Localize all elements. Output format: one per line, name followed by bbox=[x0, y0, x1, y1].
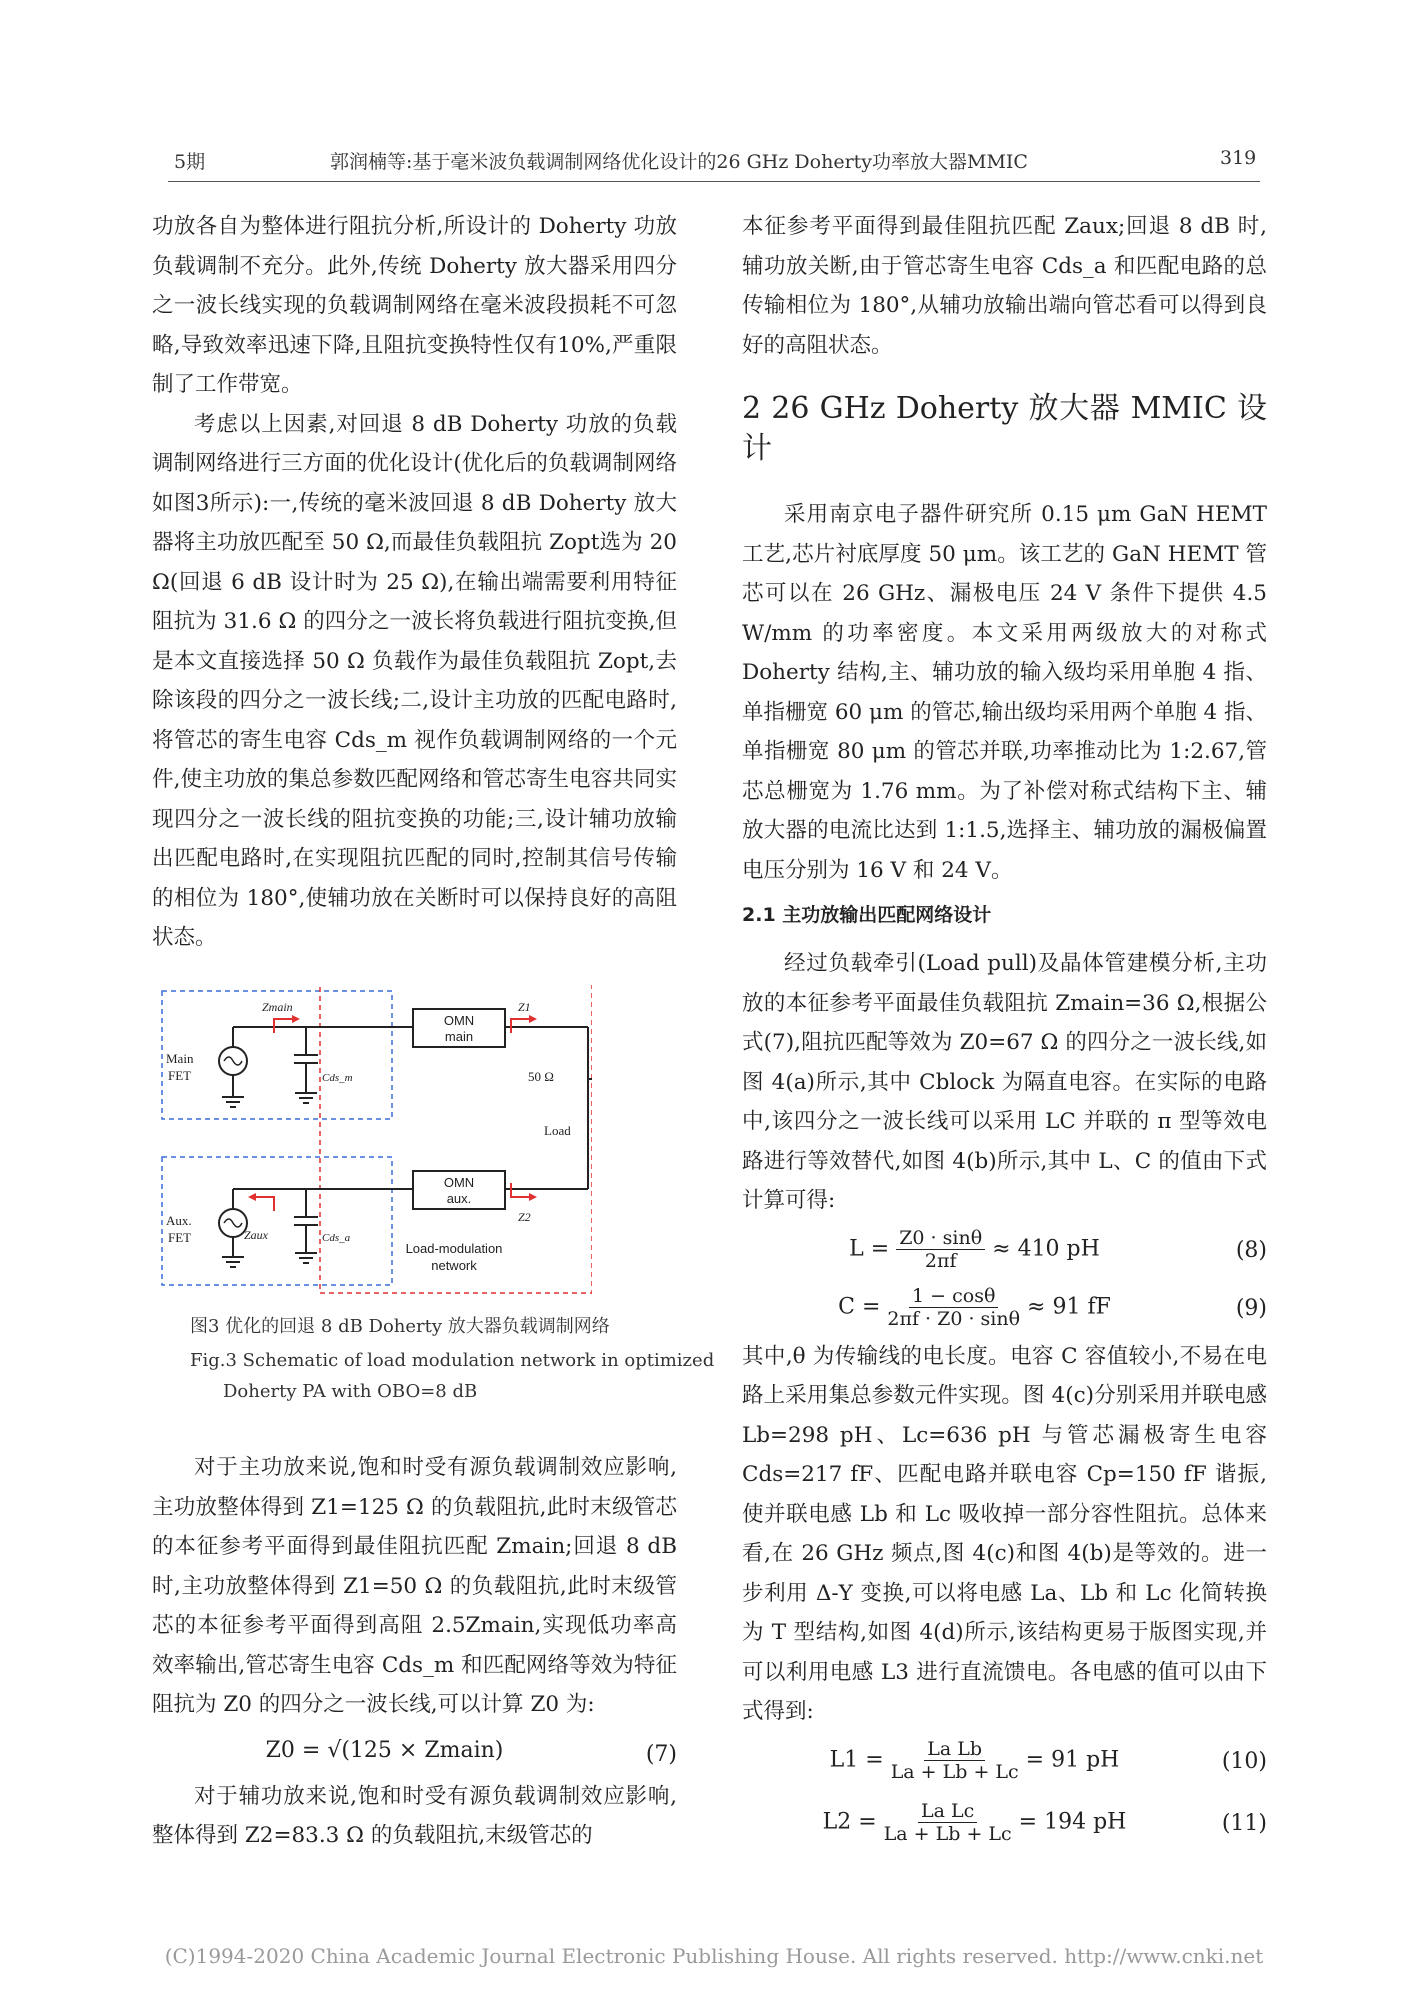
issue-number: 5期 bbox=[174, 151, 206, 173]
aux-fet-label: Aux. bbox=[166, 1213, 192, 1228]
figure-caption-cn: 图3 优化的回退 8 dB Doherty 放大器负载调制网络 bbox=[190, 1316, 610, 1337]
equation-10: L1 = $\frac{\text{La Lb}}{La + Lb + Lc}$ = 91 pH (10) bbox=[829, 1737, 1267, 1783]
aux-fet-box bbox=[162, 1157, 392, 1285]
section-title: 2 26 GHz Doherty 放大器 MMIC 设计 bbox=[742, 391, 1267, 466]
paragraph: 功放各自为整体进行阻抗分析,所设计的 Doherty 功放负载调制不充分。此外,传统 Doherty 放大器采用四分之一波长线实现的负载调制网络在毫米波段损耗不可忽略,导致效率迅速下降,且阻抗变换特性仅有10%,严重限制了工作带宽。 bbox=[152, 214, 677, 397]
header-rule bbox=[168, 181, 1260, 182]
r50-label: 50 Ω bbox=[528, 1069, 554, 1084]
paragraph: 对于辅功放来说,饱和时受有源负载调制效应影响,整体得到 Z2=83.3 Ω 的负载阻抗,末级管芯的 bbox=[152, 1783, 677, 1848]
paragraph: 对于主功放来说,饱和时受有源负载调制效应影响,主功放整体得到 Z1=125 Ω 的负载阻抗,此时末级管芯的本征参考平面得到最佳阻抗匹配 Zmain;回退 8 dB 时,主功放整体得到 Z1=50 Ω 的负载阻抗,此时末级管芯的本征参考平面得到高阻 2.5Zmain,实现低功率高效率输出,管芯寄生电容 Cds_m 和匹配网络等效为特征阻抗为 Z0 的四分之一波长线,可以计算 Z0 为: bbox=[152, 1455, 677, 1717]
omn-main-label2: main bbox=[444, 1029, 474, 1044]
figure-3-schematic bbox=[158, 985, 592, 1297]
omn-main-label: OMN bbox=[443, 1013, 475, 1028]
paragraph: 采用南京电子器件研究所 0.15 μm GaN HEMT 工艺,芯片衬底厚度 50 μm。该工艺的 GaN HEMT 管芯可以在 26 GHz、漏极电压 24 V 条件下提供 4.5 W/mm 的功率密度。本文采用两级放大的对称式 Doherty 结构,主、辅功放的输入级均采用单胞 4 指、单指栅宽 60 μm 的管芯,输出级均采用两个单胞 4 指、单指栅宽 80 μm 的管芯并联,功率推动比为 1:2.67,管芯总栅宽为 1.76 mm。为了补偿对称式结构下主、辅放大器的电流比达到 1:1.5,选择主、辅功放的漏极偏置电压分别为 16 V 和 24 V。 bbox=[742, 502, 1267, 883]
equation-9: C = $\frac{1 - \cos\theta}{2\pi f \cdot Z0 \cdot \sin\theta}$ ≈ 91 fF (9) bbox=[838, 1284, 1267, 1330]
z1-label: Z1 bbox=[518, 1000, 531, 1014]
left-column-lower bbox=[152, 1448, 677, 1856]
running-title: 郭润楠等:基于毫米波负载调制网络优化设计的26 GHz Doherty功率放大器MMIC bbox=[330, 151, 1028, 173]
paragraph: 本征参考平面得到最佳阻抗匹配 Zaux;回退 8 dB 时,辅功放关断,由于管芯寄生电容 Cds_a 和匹配电路的总传输相位为 180°,从辅功放输出端向管芯看可以得到良好的高阻状态。 bbox=[742, 214, 1267, 358]
figure-caption-en: Fig.3 Schematic of load modulation network in optimized bbox=[190, 1350, 715, 1371]
main-fet-label2: FET bbox=[168, 1068, 192, 1083]
main-fet-label: Main bbox=[166, 1051, 194, 1066]
lmn-label: Load-modulation bbox=[405, 1241, 503, 1256]
equation-11: L2 = $\frac{\text{La Lc}}{La + Lb + Lc}$ = 194 pH (11) bbox=[822, 1799, 1267, 1845]
page-number: 319 bbox=[1220, 147, 1257, 169]
left-column bbox=[152, 207, 677, 958]
right-column bbox=[742, 207, 1267, 1856]
z2-label: Z2 bbox=[518, 1210, 531, 1224]
omn-aux-label: OMN bbox=[443, 1175, 475, 1190]
cdsm-label: Cds_m bbox=[322, 1072, 353, 1084]
figure-caption-en-2: Doherty PA with OBO=8 dB bbox=[223, 1381, 478, 1402]
paragraph: 其中,θ 为传输线的电长度。电容 C 容值较小,不易在电路上采用集总参数元件实现。图 4(c)分别采用并联电感 Lb=298 pH、Lc=636 pH 与管芯漏极寄生电容 Cds=217 fF、匹配电路并联电容 Cp=150 fF 谐振,使并联电感 Lb 和 Lc 吸收掉一部分容性阻抗。总体来看,在 26 GHz 频点,图 4(c)和图 4(b)是等效的。进一步利用 Δ-Y 变换,可以将电感 La、Lb 和 Lc 化简转换为 T 型结构,如图 4(d)所示,该结构更易于版图实现,并可以利用电感 L3 进行直流馈电。各电感的值可以由下式得到: bbox=[742, 1343, 1267, 1724]
lmn-label2: network bbox=[431, 1258, 477, 1273]
cdsa-label: Cds_a bbox=[322, 1232, 351, 1244]
aux-fet-label2: FET bbox=[168, 1230, 192, 1245]
omn-aux-label2: aux. bbox=[446, 1191, 472, 1206]
zmain-label: Zmain bbox=[262, 1000, 293, 1014]
equation-8: L = $\frac{Z0 \cdot \sin\theta}{2\pi f}$ ≈ 410 pH (8) bbox=[849, 1226, 1267, 1272]
load-label: Load bbox=[544, 1123, 571, 1138]
subsection-title: 2.1 主功放输出匹配网络设计 bbox=[742, 904, 992, 926]
paragraph: 考虑以上因素,对回退 8 dB Doherty 功放的负载调制网络进行三方面的优化设计(优化后的负载调制网络如图3所示):一,传统的毫米波回退 8 dB Doherty 放大器将主功放匹配至 50 Ω,而最佳负载阻抗 Zopt选为 20 Ω(回退 6 dB 设计时为 25 Ω),在输出端需要利用特征阻抗为 31.6 Ω 的四分之一波长将负载进行阻抗变换,但是本文直接选择 50 Ω 负载作为最佳负载阻抗 Zopt,去除该段的四分之一波长线;二,设计主功放的匹配电路时,将管芯的寄生电容 Cds_m 视作负载调制网络的一个元件,使主功放的集总参数匹配网络和管芯寄生电容共同实现四分之一波长线的阻抗变换的功能;三,设计辅功放输出匹配电路时,在实现阻抗匹配的同时,控制其信号传输的相位为 180°,使辅功放在关断时可以保持良好的高阻状态。 bbox=[152, 411, 677, 950]
equation-7: Z0 = √(125 × Zmain) (7) bbox=[265, 1737, 677, 1767]
zaux-label: Zaux bbox=[244, 1228, 268, 1242]
copyright-footer: (C)1994-2020 China Academic Journal Electronic Publishing House. All rights reserved. http://www.cnki.net bbox=[164, 1944, 1264, 1968]
paragraph: 经过负载牵引(Load pull)及晶体管建模分析,主功放的本征参考平面最佳负载阻抗 Zmain=36 Ω,根据公式(7),阻抗匹配等效为 Z0=67 Ω 的四分之一波长线,如图 4(a)所示,其中 Cblock 为隔直电容。在实际的电路中,该四分之一波长线可以采用 LC 并联的 π 型等效电路进行等效替代,如图 4(b)所示,其中 L、C 的值由下式计算可得: bbox=[742, 951, 1267, 1213]
